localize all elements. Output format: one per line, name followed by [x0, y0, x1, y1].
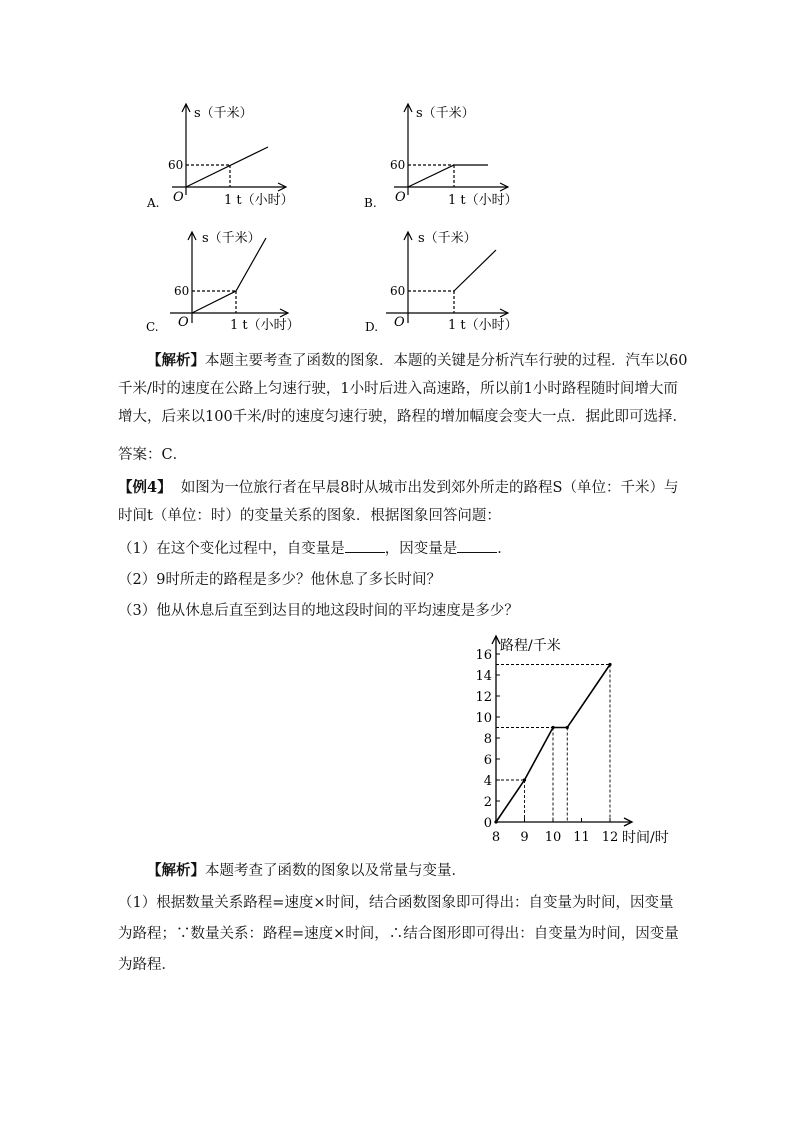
x-axis-label: 1 t（小时）	[230, 318, 300, 333]
analysis-2-label: 【解析】	[147, 862, 205, 879]
option-letter: A.	[147, 196, 160, 210]
option-letter: C.	[146, 320, 159, 334]
x-tick-label: 11	[573, 830, 590, 845]
x-tick-label: 12	[601, 830, 619, 845]
option-graph-b	[356, 100, 556, 212]
answer-line: 答案：C．	[118, 447, 188, 463]
origin-label: O	[173, 190, 184, 205]
y-tick-label: 10	[475, 711, 492, 726]
answer-blank-1[interactable]	[345, 538, 385, 553]
question-1: （1）在这个变化过程中，自变量是 ，因变量是 ．	[118, 535, 688, 563]
option-letter: D.	[365, 320, 379, 334]
distance-time-chart	[462, 628, 712, 850]
analysis-2-part-1: （1）根据数量关系路程=速度×时间，结合函数图象即可得出：自变量为时间，因变量为路程；∵数量关系：路程=速度×时间，∴结合图形即可得出：自变量为时间，因变量为路程．	[118, 895, 679, 973]
data-point	[494, 820, 497, 823]
y-tick-label: 12	[475, 690, 492, 705]
option-letter: B.	[364, 196, 377, 210]
example-label: 【例4】	[118, 479, 172, 496]
tick-60: 60	[168, 158, 184, 172]
x-tick-label: 9	[520, 830, 529, 845]
example-4-paragraph	[118, 474, 688, 530]
y-tick-label: 2	[483, 795, 492, 810]
data-point	[551, 726, 554, 729]
analysis-label: 【解析】	[147, 352, 205, 369]
question-2: （2）9时所走的路程是多少？他休息了多长时间？	[118, 572, 441, 588]
data-point	[608, 663, 611, 666]
y-axis-label: s（千米）	[416, 106, 475, 121]
x-axis-label: 1 t（小时）	[224, 193, 294, 208]
option-graph-d	[356, 226, 556, 338]
option-graph-c	[140, 226, 340, 338]
y-axis-label: s（千米）	[202, 231, 261, 246]
x-tick-label: 8	[491, 830, 501, 845]
question-3: （3）他从休息后直至到达目的地这段时间的平均速度是多少？	[118, 603, 519, 619]
analysis-2-body: 本题考查了函数的图象以及常量与变量．	[205, 863, 466, 879]
data-point	[566, 726, 569, 729]
x-tick-label: 10	[544, 830, 562, 845]
option-graph-a	[140, 100, 340, 212]
chart-y-axis-label: 路程/千米	[500, 638, 561, 654]
y-tick-label: 6	[483, 753, 492, 768]
origin-label: O	[178, 315, 189, 330]
example-body: 如图为一位旅行者在早晨8时从城市出发到郊外所走的路程S（单位：千米）与时间t（单位：时）的变量关系的图象．根据图象回答问题：	[118, 480, 679, 524]
analysis-paragraph	[118, 347, 688, 431]
x-axis-label: 1 t（小时）	[448, 193, 518, 208]
y-tick-label: 16	[475, 648, 492, 663]
y-tick-label: 8	[483, 732, 492, 747]
y-tick-label: 14	[475, 669, 492, 684]
y-tick-label: 4	[483, 774, 492, 789]
y-axis-label: s（千米）	[418, 231, 477, 246]
y-axis-label: s（千米）	[194, 106, 253, 121]
answer-blank-2[interactable]	[457, 538, 497, 553]
x-axis-label: 1 t（小时）	[448, 318, 518, 333]
origin-label: O	[395, 190, 406, 205]
tick-60: 60	[390, 158, 406, 172]
analysis-body: 本题主要考查了函数的图象．本题的关键是分析汽车行驶的过程．汽车以60千米/时的速度在公路上匀速行驶，1小时后进入高速路，所以前1小时路程随时间增大而增大，后来以100千米/时的速度匀速行驶，路程的增加幅度会变大一点．据此即可选择．	[118, 353, 688, 425]
tick-60: 60	[174, 284, 190, 298]
data-point	[523, 778, 526, 781]
tick-60: 60	[390, 284, 406, 298]
y-tick-label: 0	[483, 816, 492, 831]
origin-label: O	[394, 315, 405, 330]
chart-x-axis-label: 时间/时	[622, 830, 669, 846]
analysis-2-paragraph	[118, 857, 688, 885]
